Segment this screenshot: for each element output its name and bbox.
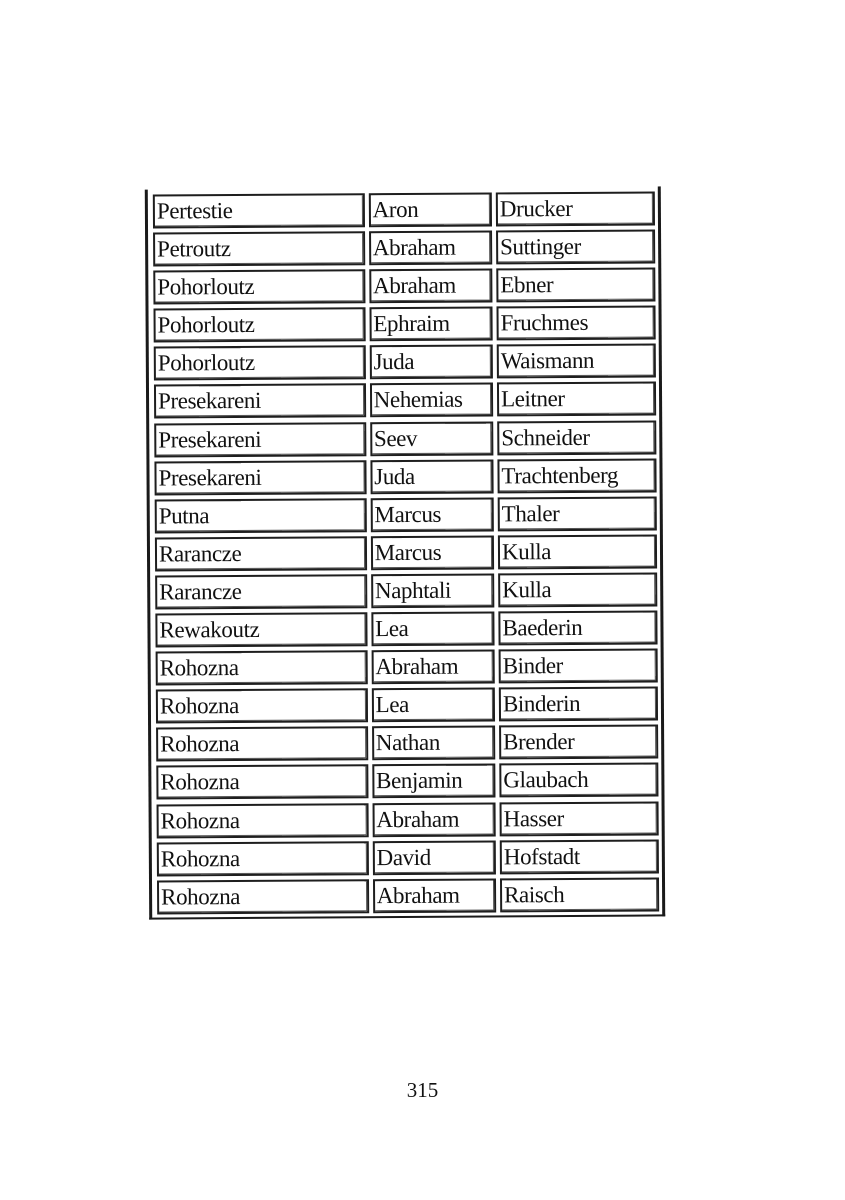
first-name-cell: Benjamin — [372, 764, 495, 799]
place-cell: Presekareni — [154, 460, 366, 495]
last-name-cell: Brender — [499, 725, 658, 760]
last-name-cell: Kulla — [498, 534, 657, 569]
first-name-cell: Abraham — [369, 231, 492, 266]
table-row — [154, 343, 656, 384]
place-cell: Putna — [155, 498, 367, 533]
place-cell: Pohorloutz — [154, 308, 366, 343]
place-cell: Presekareni — [154, 422, 366, 457]
place-cell: Rohozna — [156, 688, 368, 723]
first-name-cell: David — [372, 840, 495, 875]
table-row — [156, 762, 658, 803]
place-cell: Pertestie — [153, 193, 365, 228]
first-name-cell: Naphtali — [371, 573, 494, 608]
last-name-cell: Thaler — [498, 496, 657, 531]
table-row — [156, 686, 658, 727]
first-name-cell: Abraham — [371, 650, 494, 685]
first-name-cell: Abraham — [369, 269, 492, 304]
place-cell: Rohozna — [156, 727, 368, 762]
table-row — [155, 495, 657, 536]
first-name-cell: Nathan — [372, 726, 495, 761]
last-name-cell: Leitner — [497, 382, 656, 417]
first-name-cell: Juda — [370, 459, 493, 494]
table-row — [153, 305, 655, 346]
names-table — [145, 186, 665, 919]
last-name-cell: Hasser — [499, 801, 658, 836]
table-row — [157, 800, 659, 841]
place-cell: Rohozna — [157, 841, 369, 876]
last-name-cell: Baederin — [498, 610, 657, 645]
first-name-cell: Abraham — [373, 878, 496, 913]
place-cell: Presekareni — [154, 384, 366, 419]
first-name-cell: Nehemias — [370, 383, 493, 418]
table-row — [153, 267, 655, 308]
last-name-cell: Schneider — [497, 420, 656, 455]
table-row — [157, 876, 659, 917]
table-row — [155, 533, 657, 574]
last-name-cell: Fruchmes — [496, 306, 655, 341]
table-row — [153, 190, 655, 231]
first-name-cell: Aron — [369, 192, 492, 227]
table-row — [157, 838, 659, 879]
first-name-cell: Seev — [370, 421, 493, 456]
place-cell: Rohozna — [157, 803, 369, 838]
place-cell: Rarancze — [155, 536, 367, 571]
first-name-cell: Lea — [371, 611, 494, 646]
first-name-cell: Marcus — [371, 535, 494, 570]
place-cell: Pohorloutz — [154, 346, 366, 381]
last-name-cell: Glaubach — [499, 763, 658, 798]
last-name-cell: Kulla — [498, 572, 657, 607]
table-row — [156, 648, 658, 689]
last-name-cell: Suttinger — [496, 230, 655, 265]
last-name-cell: Hofstadt — [500, 839, 659, 874]
last-name-cell: Raisch — [500, 877, 659, 912]
first-name-cell: Marcus — [370, 497, 493, 532]
table-row — [154, 457, 656, 498]
table-row — [156, 724, 658, 765]
last-name-cell: Waismann — [497, 344, 656, 379]
table-row — [154, 419, 656, 460]
last-name-cell: Ebner — [496, 268, 655, 303]
first-name-cell: Abraham — [372, 802, 495, 837]
place-cell: Rohozna — [157, 879, 369, 914]
first-name-cell: Ephraim — [369, 307, 492, 342]
table-row — [154, 381, 656, 422]
place-cell: Rarancze — [155, 574, 367, 609]
table-row — [155, 571, 657, 612]
first-name-cell: Juda — [369, 345, 492, 380]
last-name-cell: Trachtenberg — [497, 458, 656, 493]
table-row — [155, 609, 657, 650]
last-name-cell: Binder — [499, 649, 658, 684]
table-row — [153, 229, 655, 270]
place-cell: Petroutz — [153, 231, 365, 266]
page-number: 315 — [406, 1078, 439, 1102]
place-cell: Pohorloutz — [153, 269, 365, 304]
first-name-cell: Lea — [372, 688, 495, 723]
last-name-cell: Drucker — [496, 191, 655, 226]
place-cell: Rewakoutz — [155, 612, 367, 647]
place-cell: Rohozna — [156, 765, 368, 800]
last-name-cell: Binderin — [499, 687, 658, 722]
place-cell: Rohozna — [156, 650, 368, 685]
